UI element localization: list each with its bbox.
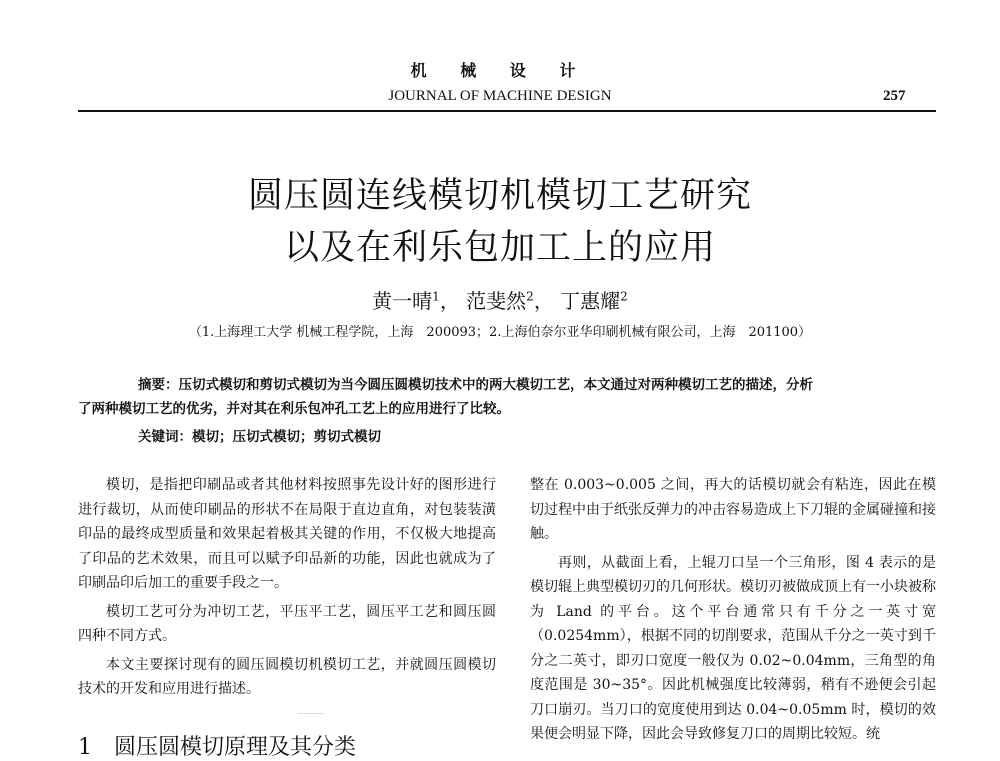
left-column — [78, 473, 496, 706]
body-paragraph: 本文主要探讨现有的圆压圆模切机模切工艺，并就圆压圆模切技术的开发和应用进行描述。 — [78, 656, 496, 697]
section-title: 圆压圆模切原理及其分类 — [114, 735, 357, 760]
scan-mark — [298, 713, 324, 714]
affiliations: （1.上海理工大学 机械工程学院，上海 200093；2.上海伯奈尔亚华印刷机械有限公司，上海 201100） — [188, 325, 812, 340]
abstract-line-2: 了两种模切工艺的优劣，并对其在利乐包冲孔工艺上的应用进行了比较。 — [78, 401, 510, 417]
body-paragraph: 整在 0.003~0.005 之间，再大的话模切就会有粘连，因此在模切过程中由于纸张反弹力的冲击容易造成上下刀辊的金属碰撞和接触。 — [530, 477, 936, 542]
journal-title-en: JOURNAL OF MACHINE DESIGN — [388, 88, 612, 104]
author-list: 黄一晴$^1$， 范斐然$^2$， 丁惠耀$^2$ — [372, 289, 628, 313]
page-number: 257 — [883, 88, 906, 104]
author-affil-mark: 2 — [526, 289, 534, 304]
author-name: 黄一晴 — [372, 289, 433, 313]
author-affil-mark: 1 — [432, 289, 440, 304]
paper-title-line-1: 圆压圆连线模切机模切工艺研究 — [247, 176, 752, 216]
journal-title-cn: 机 械 设 计 — [410, 61, 590, 80]
section-heading — [78, 730, 356, 761]
author-name: 范斐然 — [466, 289, 527, 313]
body-paragraph: 再则，从截面上看，上辊刀口呈一个三角形，图 4 表示的是模切辊上典型模切刃的几何形状。模切刃被做成顶上有一小块被称为 Land 的平台。这个平台通常只有千分之一英寸宽（0.0254mm），根据不同的切削要求，范围从千分之一英寸到千分之二英寸，即刃口宽度一般仅为 0.02~0.04mm，三角型的角度范围是 30~35°。因此机械强度比较薄弱，稍有不逊便会引起刀口崩刃。当刀口的宽度使用到达 0.04~0.05mm 时，模切的效果便会明显下降，因此会导致修复刀口的周期比较短。统 — [530, 554, 936, 742]
header-rule — [78, 110, 936, 112]
keywords: 关键词：模切；压切式模切；剪切式模切 — [138, 429, 381, 445]
section-number: 1 — [78, 735, 92, 760]
body-paragraph: 模切，是指把印刷品或者其他材料按照事先设计好的图形进行进行裁切，从而使印刷品的形状不在局限于直边直角，对包装装潢印品的最终成型质量和效果起着极其关键的作用，不仅极大地提高了印品的艺术效果，而且可以赋予印品新的功能，因此也就成为了印刷品印后加工的重要手段之一。 — [78, 477, 496, 591]
right-column — [530, 473, 936, 751]
abstract-line-1: 摘要：压切式模切和剪切式模切为当今圆压圆模切技术中的两大模切工艺，本文通过对两种模切工艺的描述，分析 — [138, 377, 813, 393]
body-paragraph: 模切工艺可分为冲切工艺，平压平工艺，圆压平工艺和圆压圆四种不同方式。 — [78, 603, 496, 644]
author-affil-mark: 2 — [620, 289, 628, 304]
author-name: 丁惠耀 — [560, 289, 621, 313]
paper-title-line-2: 以及在利乐包加工上的应用 — [283, 228, 716, 268]
